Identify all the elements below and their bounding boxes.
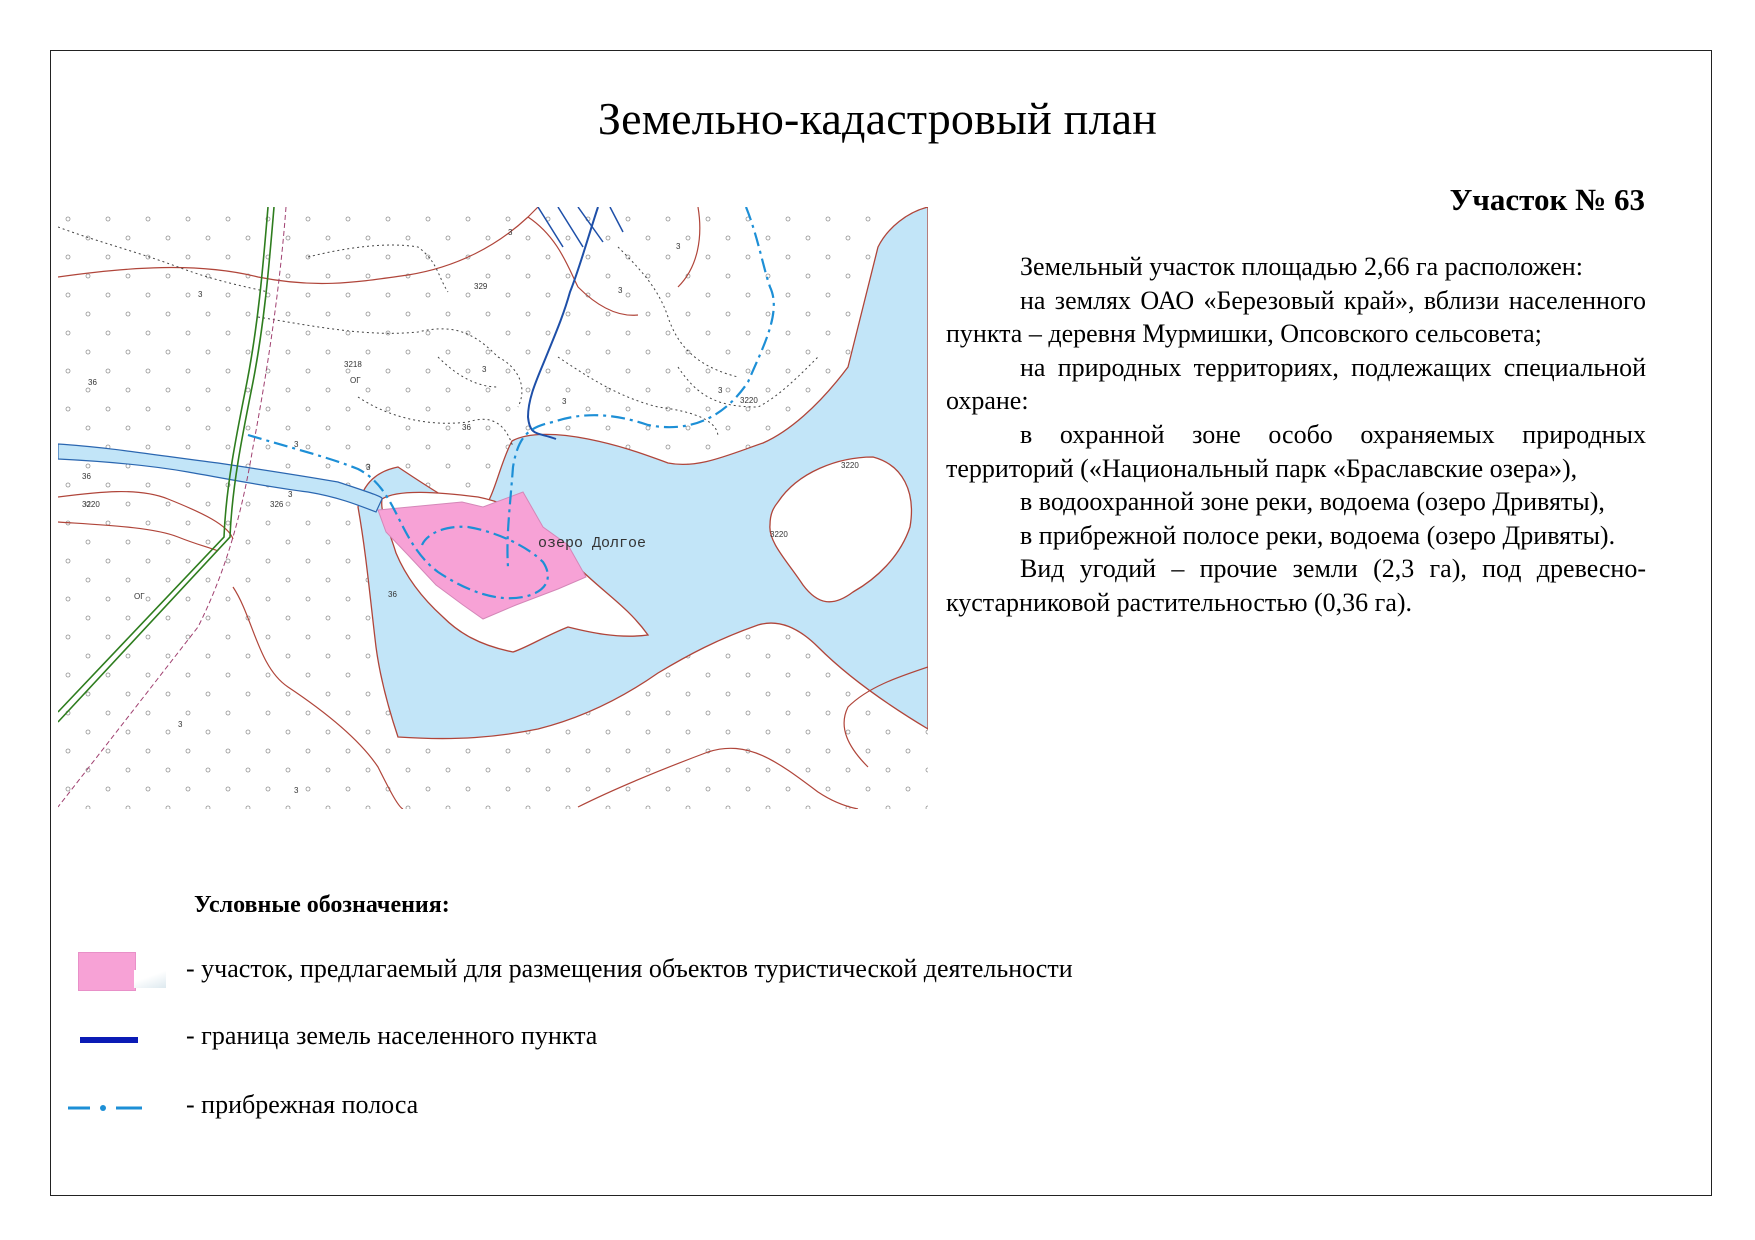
map-code: 3220 — [82, 500, 100, 509]
legend-item-parcel: - участок, предлагаемый для размещения объектов туристической деятельности — [186, 954, 1073, 983]
page-title: Земельно-кадастровый план — [597, 93, 1158, 144]
map-code: 3 — [562, 397, 567, 406]
map-code: 36 — [88, 378, 97, 387]
desc-coastal-strip: в прибрежной полосе реки, водоема (озеро Дривяты). — [1020, 520, 1616, 550]
legend-item-coastal-strip: - прибрежная полоса — [186, 1090, 419, 1119]
map-code: 3 — [178, 720, 183, 729]
map-code: 3220 — [770, 530, 788, 539]
desc-protected: на природных территориях, подлежащих специальной охране: — [946, 352, 1646, 416]
desc-land-type: Вид угодий – прочие земли (2,3 га), под древесно-кустарниковой растительностью (0,36 га). — [946, 554, 1646, 617]
map-code: 3 — [288, 490, 293, 499]
desc-water-zone: в водоохранной зоне реки, водоема (озеро Дривяты), — [1020, 487, 1605, 517]
desc-lands: на землях ОАО «Березовый край», вблизи населенного пункта – деревня Мурмишки, Опсовского сельсовета; — [946, 285, 1646, 349]
map-code: 36 — [388, 590, 397, 599]
map-code: 3 — [294, 440, 299, 449]
pink-area-swatch-icon — [78, 952, 136, 991]
cadastral-map — [58, 207, 928, 809]
map-code: 3 — [366, 463, 371, 472]
solid-blue-line-icon — [80, 1037, 138, 1043]
map-code: 329 — [474, 282, 488, 291]
map-code: 326 — [270, 500, 284, 509]
plot-number: Участок № 63 — [1449, 182, 1645, 217]
map-code: ОГ — [134, 592, 145, 601]
legend-title: Условные обозначения: — [194, 892, 450, 918]
desc-area: Земельный участок площадью 2,66 га расположен: — [1020, 252, 1583, 281]
map-code: 36 — [82, 472, 91, 481]
map-code: 3 — [198, 290, 203, 299]
map-code: 3 — [508, 228, 513, 237]
map-code: 3 — [718, 386, 723, 395]
desc-protection-zone: в охранной зоне особо охраняемых природных территорий («Национальный парк «Браславские озера»), — [946, 419, 1646, 483]
legend-item-settlement-boundary: - граница земель населенного пункта — [186, 1021, 598, 1050]
map-code: 3220 — [841, 461, 859, 470]
map-code: 3 — [676, 242, 681, 251]
dash-dot-line-icon — [68, 1103, 142, 1113]
map-code: 3 — [618, 286, 623, 295]
map-code: 3220 — [740, 396, 758, 405]
map-code: 3218 — [344, 360, 362, 369]
swatch-shadow — [134, 970, 166, 988]
lake-label: озеро Долгое — [538, 535, 647, 552]
map-code: 3 — [482, 365, 487, 374]
map-code: 3 — [294, 786, 299, 795]
map-code: ОГ — [350, 376, 361, 385]
plot-description — [946, 250, 1646, 620]
map-code: 36 — [462, 423, 471, 432]
